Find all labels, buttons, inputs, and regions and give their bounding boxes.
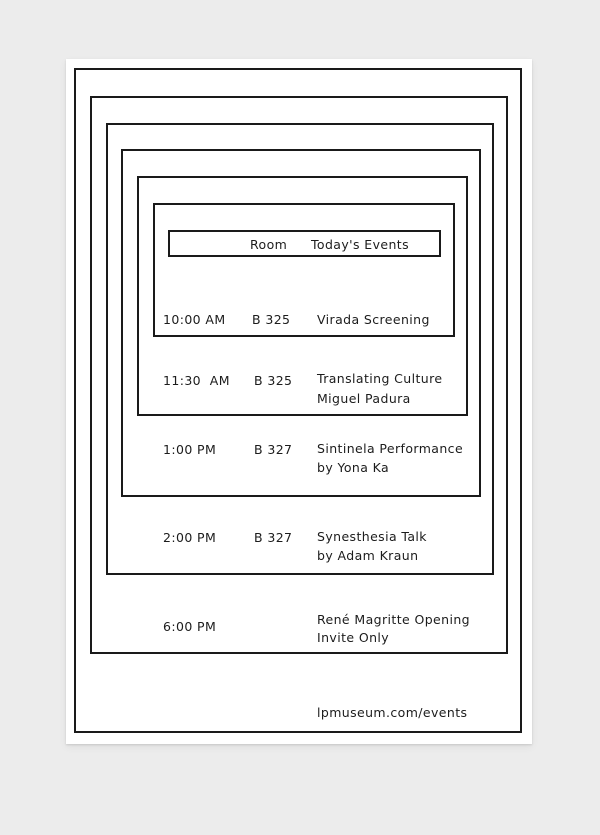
event-time: 10:00 AM (163, 312, 226, 327)
event-room: B 325 (252, 312, 291, 327)
room-column-header: Room (250, 237, 288, 252)
event-subtitle: Invite Only (317, 630, 390, 645)
event-title: Synesthesia Talk (317, 529, 427, 544)
event-poster (66, 59, 532, 744)
event-title: Virada Screening (317, 312, 430, 327)
event-time: 2:00 PM (163, 530, 217, 545)
event-title: René Magritte Opening (317, 612, 470, 627)
event-room: B 327 (254, 442, 293, 457)
event-title: Translating Culture (317, 371, 443, 386)
events-url[interactable]: lpmuseum.com/events (317, 705, 468, 720)
event-subtitle: Miguel Padura (317, 391, 411, 406)
event-room: B 327 (254, 530, 293, 545)
event-time: 11:30 AM (163, 373, 230, 388)
event-room: B 325 (254, 373, 293, 388)
events-column-header: Today's Events (311, 237, 409, 252)
event-time: 1:00 PM (163, 442, 217, 457)
event-time: 6:00 PM (163, 619, 217, 634)
event-title: Sintinela Performance (317, 441, 464, 456)
event-subtitle: by Yona Ka (317, 460, 390, 475)
event-subtitle: by Adam Kraun (317, 548, 419, 563)
